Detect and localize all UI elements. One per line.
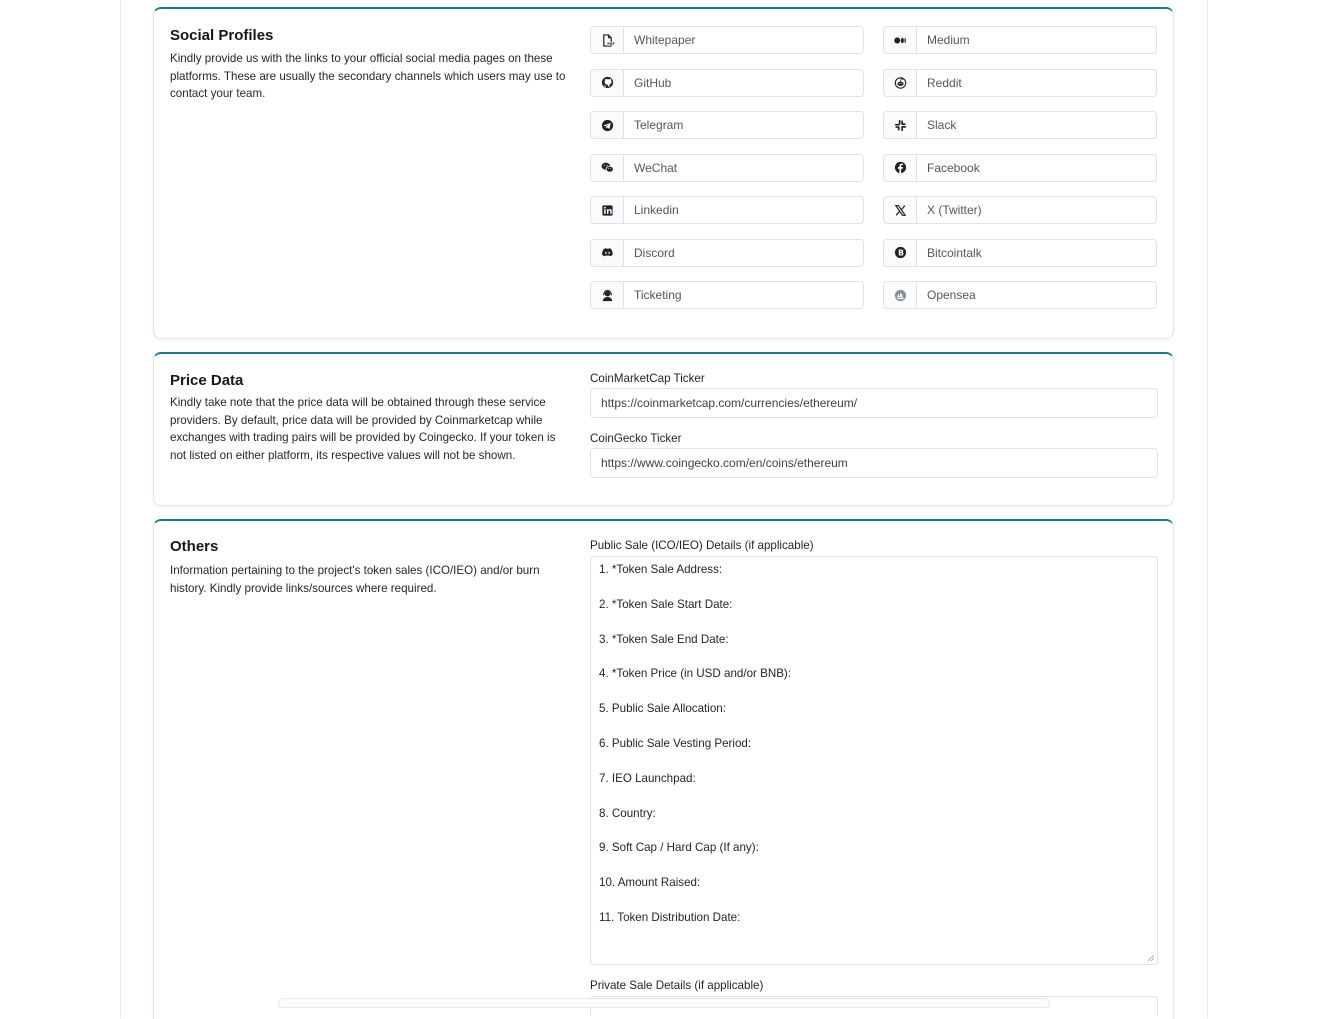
discord-icon — [591, 240, 624, 266]
textarea-line: 6. Public Sale Vesting Period: — [599, 736, 752, 750]
opensea-input[interactable] — [917, 283, 1156, 307]
medium-icon — [884, 27, 917, 53]
social-field-twitter[interactable] — [883, 196, 1157, 224]
coingecko-ticker-input[interactable] — [590, 448, 1158, 478]
social-field-ticketing[interactable] — [590, 281, 864, 309]
slack-icon — [884, 112, 917, 138]
cmc-ticker-input[interactable] — [590, 388, 1158, 418]
social-field-wechat[interactable] — [590, 154, 864, 182]
facebook-input[interactable] — [917, 156, 1156, 180]
section-description: Kindly provide us with the links to your official social media pages on these platforms. These are usually the secondary channels which users may use to contact your team. — [170, 52, 566, 100]
textarea-line: 7. IEO Launchpad: — [599, 771, 696, 785]
facebook-icon — [884, 155, 917, 181]
cmc-ticker-label: CoinMarketCap Ticker — [590, 372, 705, 385]
textarea-line: 3. *Token Sale End Date: — [599, 632, 729, 646]
wechat-icon — [591, 155, 624, 181]
discord-input[interactable] — [624, 241, 863, 265]
github-icon — [591, 70, 624, 96]
textarea-line: 8. Country: — [599, 806, 656, 820]
social-field-facebook[interactable] — [883, 154, 1157, 182]
twitter-input[interactable] — [917, 198, 1156, 222]
social-field-linkedin[interactable] — [590, 196, 864, 224]
social-field-whitepaper[interactable] — [590, 26, 864, 54]
coingecko-ticker-label: CoinGecko Ticker — [590, 432, 682, 445]
private-sale-label: Private Sale Details (if applicable) — [590, 979, 764, 992]
whitepaper-input[interactable] — [624, 28, 863, 52]
svg-text:B: B — [897, 248, 904, 258]
section-title: Price Data — [170, 372, 244, 389]
social-field-opensea[interactable] — [883, 281, 1157, 309]
bitcointalk-input[interactable] — [917, 241, 1156, 265]
textarea-line: 4. *Token Price (in USD and/or BNB): — [599, 667, 792, 681]
price-data-card — [153, 352, 1174, 506]
opensea-icon — [884, 282, 917, 308]
floating-bar — [278, 998, 1050, 1008]
svg-text:PDF: PDF — [606, 41, 615, 46]
support-agent-icon — [591, 282, 624, 308]
textarea-line: 1. *Token Sale Address: — [599, 563, 723, 576]
social-field-telegram[interactable] — [590, 111, 864, 139]
social-profiles-card — [153, 7, 1174, 339]
medium-input[interactable] — [917, 28, 1156, 52]
section-description: Kindly take note that the price data will be obtained through these service providers. By default, price data will be provided by Coinmarketcap while exchanges with trading pairs will be provided by Coingecko. If your token is not listed on either platform, its respective values will not be shown. — [170, 396, 556, 462]
textarea-line: 11. Token Distribution Date: — [599, 910, 741, 924]
social-field-reddit[interactable] — [883, 69, 1157, 97]
textarea-line: 2. *Token Sale Start Date: — [599, 597, 733, 611]
resize-handle-icon[interactable] — [1147, 954, 1155, 962]
github-input[interactable] — [624, 71, 863, 95]
slack-input[interactable] — [917, 113, 1156, 137]
file-pdf-icon — [591, 27, 624, 53]
reddit-icon — [884, 70, 917, 96]
textarea-line: 10. Amount Raised: — [599, 876, 701, 890]
x-twitter-icon — [884, 197, 917, 223]
social-field-discord[interactable] — [590, 239, 864, 267]
social-field-medium[interactable] — [883, 26, 1157, 54]
ticketing-input[interactable] — [624, 283, 863, 307]
textarea-line: 9. Soft Cap / Hard Cap (If any): — [599, 841, 759, 855]
linkedin-input[interactable] — [624, 198, 863, 222]
section-title: Social Profiles — [170, 27, 274, 44]
social-field-slack[interactable] — [883, 111, 1157, 139]
telegram-input[interactable] — [624, 113, 863, 137]
wechat-input[interactable] — [624, 156, 863, 180]
telegram-icon — [591, 112, 624, 138]
social-field-bitcointalk[interactable] — [883, 239, 1157, 267]
public-sale-label: Public Sale (ICO/IEO) Details (if applicable) — [590, 539, 814, 552]
others-card — [153, 519, 1174, 1019]
reddit-input[interactable] — [917, 71, 1156, 95]
social-field-github[interactable] — [590, 69, 864, 97]
bitcoin-icon — [884, 240, 917, 266]
section-title: Others — [170, 538, 219, 555]
linkedin-icon — [591, 197, 624, 223]
textarea-line: 5. Public Sale Allocation: — [599, 702, 726, 716]
section-description: Information pertaining to the project's token sales (ICO/IEO) and/or burn history. Kindly provide links/sources where required. — [170, 564, 540, 595]
public-sale-textarea[interactable] — [590, 556, 1158, 965]
